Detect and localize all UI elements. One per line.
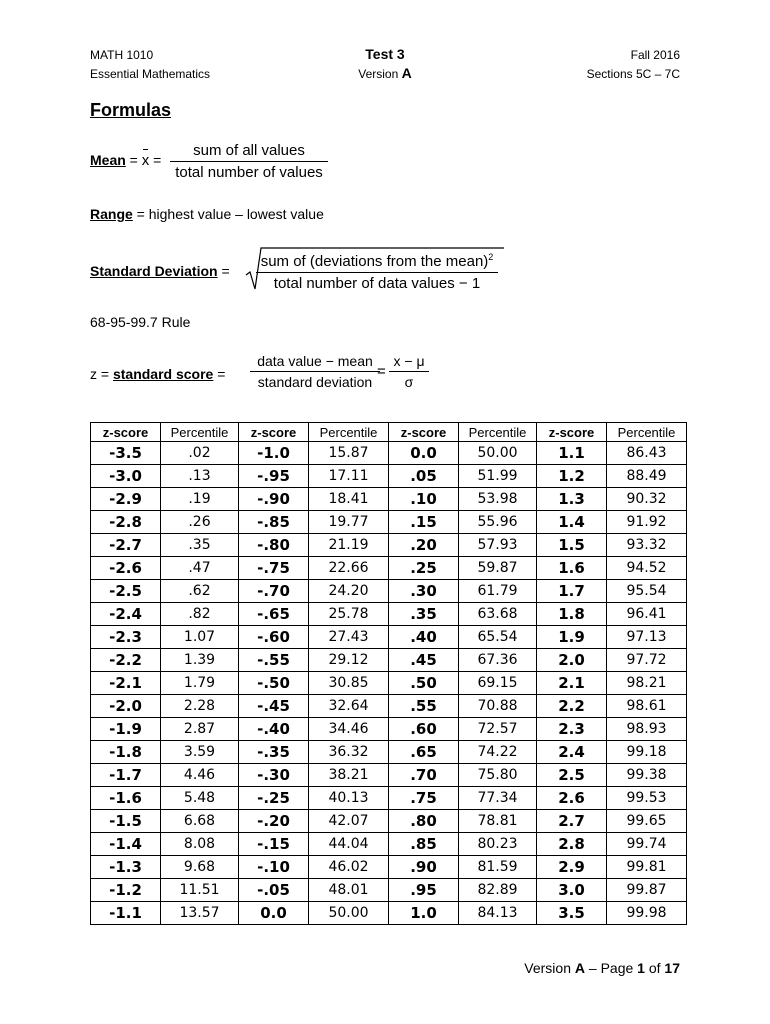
percentile-cell: 98.93 (607, 718, 687, 741)
formulas-title: Formulas (90, 100, 172, 120)
z-score-cell: -.60 (239, 626, 309, 649)
table-row (91, 764, 687, 787)
z-score-cell: 2.3 (537, 718, 607, 741)
header-left (90, 46, 210, 84)
column-header: Percentile (459, 423, 537, 442)
z-score-cell: 3.5 (537, 902, 607, 925)
z-score-cell: 1.3 (537, 488, 607, 511)
mean-formula (90, 152, 161, 169)
percentile-cell: 67.36 (459, 649, 537, 672)
percentile-cell: 19.77 (309, 511, 389, 534)
z-score-cell: -2.6 (91, 557, 161, 580)
percentile-cell: 99.18 (607, 741, 687, 764)
z-score-cell: .05 (389, 465, 459, 488)
zscore-numerator-symbols: x − μ (389, 353, 429, 372)
z-score-cell: .55 (389, 695, 459, 718)
z-score-cell: .50 (389, 672, 459, 695)
percentile-cell: 36.32 (309, 741, 389, 764)
z-score-cell: -.05 (239, 879, 309, 902)
z-score-cell: .25 (389, 557, 459, 580)
table-header-row (91, 423, 687, 442)
zscore-denominator-words: standard deviation (257, 374, 373, 390)
z-score-cell: 1.7 (537, 580, 607, 603)
z-score-cell: .45 (389, 649, 459, 672)
z-score-cell: .60 (389, 718, 459, 741)
z-score-cell: 2.2 (537, 695, 607, 718)
percentile-cell: 99.81 (607, 856, 687, 879)
z-score-table (90, 422, 687, 925)
percentile-cell: 5.48 (161, 787, 239, 810)
z-score-cell: -.40 (239, 718, 309, 741)
table-row (91, 833, 687, 856)
z-score-cell: -1.9 (91, 718, 161, 741)
z-score-cell: .70 (389, 764, 459, 787)
table-row (91, 465, 687, 488)
range-formula (90, 206, 324, 222)
z-score-cell: 1.2 (537, 465, 607, 488)
page-footer (524, 960, 680, 976)
column-header: z-score (91, 423, 161, 442)
table-row (91, 534, 687, 557)
z-score-cell: 2.8 (537, 833, 607, 856)
z-score-cell: 2.0 (537, 649, 607, 672)
header-right (587, 46, 680, 84)
percentile-cell: 48.01 (309, 879, 389, 902)
percentile-cell: 91.92 (607, 511, 687, 534)
z-score-cell: .80 (389, 810, 459, 833)
course-name: Essential Mathematics (90, 67, 211, 81)
percentile-cell: .19 (161, 488, 239, 511)
mean-numerator: sum of all values (170, 142, 328, 162)
percentile-cell: 50.00 (459, 442, 537, 465)
z-score-cell: -.55 (239, 649, 309, 672)
percentile-cell: 3.59 (161, 741, 239, 764)
z-score-cell: -2.8 (91, 511, 161, 534)
percentile-cell: 13.57 (161, 902, 239, 925)
z-score-cell: -.45 (239, 695, 309, 718)
column-header: z-score (389, 423, 459, 442)
percentile-cell: 99.98 (607, 902, 687, 925)
percentile-cell: 63.68 (459, 603, 537, 626)
percentile-cell: 99.38 (607, 764, 687, 787)
percentile-cell: 1.79 (161, 672, 239, 695)
z-score-cell: -.95 (239, 465, 309, 488)
z-score-cell: 1.5 (537, 534, 607, 557)
zscore-denominator-symbols: σ (404, 374, 414, 390)
empirical-rule: 68-95-99.7 Rule (90, 314, 191, 330)
mean-label: Mean (90, 152, 126, 168)
percentile-cell: 69.15 (459, 672, 537, 695)
range-text: = highest value – lowest value (132, 206, 324, 222)
zscore-equals: = (213, 366, 226, 382)
z-score-cell: 3.0 (537, 879, 607, 902)
column-header: z-score (239, 423, 309, 442)
z-score-cell: -.25 (239, 787, 309, 810)
percentile-cell: 96.41 (607, 603, 687, 626)
stddev-numerator (256, 252, 498, 273)
percentile-cell: 15.87 (309, 442, 389, 465)
percentile-cell: 22.66 (309, 557, 389, 580)
percentile-cell: 27.43 (309, 626, 389, 649)
z-score-cell: .85 (389, 833, 459, 856)
z-score-cell: -3.0 (91, 465, 161, 488)
z-score-cell: 1.1 (537, 442, 607, 465)
mean-fraction (170, 142, 328, 181)
percentile-cell: 78.81 (459, 810, 537, 833)
z-score-cell: -2.7 (91, 534, 161, 557)
table-row (91, 741, 687, 764)
z-score-cell: 1.4 (537, 511, 607, 534)
percentile-cell: .47 (161, 557, 239, 580)
zscore-fraction-words (250, 353, 380, 390)
percentile-cell: .62 (161, 580, 239, 603)
z-score-cell: -2.3 (91, 626, 161, 649)
percentile-cell: 42.07 (309, 810, 389, 833)
z-score-cell: 0.0 (239, 902, 309, 925)
zscore-equals-2: = (377, 363, 386, 380)
z-score-cell: -.90 (239, 488, 309, 511)
z-score-cell: -1.5 (91, 810, 161, 833)
z-score-cell: -1.7 (91, 764, 161, 787)
percentile-cell: 57.93 (459, 534, 537, 557)
percentile-cell: 86.43 (607, 442, 687, 465)
column-header: Percentile (161, 423, 239, 442)
mean-denominator: total number of values (175, 164, 323, 181)
percentile-cell: 88.49 (607, 465, 687, 488)
z-score-cell: 1.9 (537, 626, 607, 649)
z-score-cell: .30 (389, 580, 459, 603)
percentile-cell: .82 (161, 603, 239, 626)
z-score-cell: .20 (389, 534, 459, 557)
z-score-cell: 2.5 (537, 764, 607, 787)
table-row (91, 879, 687, 902)
table-row (91, 856, 687, 879)
z-score-cell: -.80 (239, 534, 309, 557)
z-score-cell: -.70 (239, 580, 309, 603)
z-score-cell: -.35 (239, 741, 309, 764)
table-row (91, 787, 687, 810)
z-score-cell: .35 (389, 603, 459, 626)
table-row (91, 442, 687, 465)
stddev-formula (90, 263, 230, 279)
footer-version-letter: A (574, 960, 585, 976)
percentile-cell: 94.52 (607, 557, 687, 580)
z-score-cell: .40 (389, 626, 459, 649)
x-bar-symbol: x (141, 152, 150, 169)
z-score-cell: -2.4 (91, 603, 161, 626)
percentile-cell: 51.99 (459, 465, 537, 488)
z-score-cell: 2.6 (537, 787, 607, 810)
z-score-cell: -.30 (239, 764, 309, 787)
percentile-cell: 1.39 (161, 649, 239, 672)
percentile-cell: 29.12 (309, 649, 389, 672)
stddev-denominator: total number of data values − 1 (273, 275, 481, 292)
percentile-cell: 70.88 (459, 695, 537, 718)
z-score-cell: 1.8 (537, 603, 607, 626)
percentile-cell: 53.98 (459, 488, 537, 511)
z-score-cell: .75 (389, 787, 459, 810)
table-row (91, 580, 687, 603)
percentile-cell: 25.78 (309, 603, 389, 626)
percentile-cell: 46.02 (309, 856, 389, 879)
percentile-cell: 82.89 (459, 879, 537, 902)
zscore-fraction-symbols (389, 353, 429, 390)
percentile-cell: 75.80 (459, 764, 537, 787)
z-score-cell: 2.7 (537, 810, 607, 833)
z-score-cell: -.65 (239, 603, 309, 626)
percentile-cell: 99.65 (607, 810, 687, 833)
z-score-cell: -1.1 (91, 902, 161, 925)
stddev-exponent: 2 (488, 252, 494, 262)
z-score-cell: -.50 (239, 672, 309, 695)
term: Fall 2016 (630, 48, 680, 62)
column-header: z-score (537, 423, 607, 442)
percentile-cell: 74.22 (459, 741, 537, 764)
footer-page-label: – Page (585, 960, 638, 976)
z-score-cell: -.15 (239, 833, 309, 856)
z-score-cell: 1.0 (389, 902, 459, 925)
sections: Sections 5C – 7C (586, 67, 680, 81)
table-row (91, 695, 687, 718)
percentile-cell: .13 (161, 465, 239, 488)
z-score-cell: -2.9 (91, 488, 161, 511)
percentile-cell: 72.57 (459, 718, 537, 741)
mean-eq-prefix: = (125, 152, 142, 168)
z-score-cell: -1.3 (91, 856, 161, 879)
z-score-cell: .65 (389, 741, 459, 764)
table-row (91, 626, 687, 649)
percentile-cell: 95.54 (607, 580, 687, 603)
percentile-cell: 38.21 (309, 764, 389, 787)
percentile-cell: 2.87 (161, 718, 239, 741)
percentile-cell: 50.00 (309, 902, 389, 925)
percentile-cell: 4.46 (161, 764, 239, 787)
percentile-cell: 90.32 (607, 488, 687, 511)
z-score-cell: -.75 (239, 557, 309, 580)
z-score-cell: -1.2 (91, 879, 161, 902)
percentile-cell: 8.08 (161, 833, 239, 856)
percentile-cell: 98.61 (607, 695, 687, 718)
column-header: Percentile (309, 423, 389, 442)
table-row (91, 557, 687, 580)
z-score-cell: -2.1 (91, 672, 161, 695)
zscore-formula (90, 366, 225, 382)
z-score-cell: 1.6 (537, 557, 607, 580)
z-score-cell: 2.4 (537, 741, 607, 764)
percentile-cell: 93.32 (607, 534, 687, 557)
z-score-cell: -1.8 (91, 741, 161, 764)
table-row (91, 603, 687, 626)
test-title: Test 3 (365, 46, 405, 62)
percentile-cell: 17.11 (309, 465, 389, 488)
z-score-cell: .15 (389, 511, 459, 534)
percentile-cell: 81.59 (459, 856, 537, 879)
percentile-cell: 99.53 (607, 787, 687, 810)
percentile-cell: 99.74 (607, 833, 687, 856)
percentile-cell: 32.64 (309, 695, 389, 718)
z-score-cell: -1.6 (91, 787, 161, 810)
stddev-numerator-text: sum of (deviations from the mean) (260, 253, 489, 270)
percentile-cell: 80.23 (459, 833, 537, 856)
version-line (358, 67, 412, 81)
header-center (330, 44, 440, 84)
percentile-cell: .02 (161, 442, 239, 465)
z-score-cell: -2.5 (91, 580, 161, 603)
z-score-cell: -2.0 (91, 695, 161, 718)
z-score-cell: .90 (389, 856, 459, 879)
stddev-equals: = (217, 263, 230, 279)
percentile-cell: 84.13 (459, 902, 537, 925)
percentile-cell: 24.20 (309, 580, 389, 603)
table-row (91, 718, 687, 741)
table-row (91, 902, 687, 925)
footer-page-number: 1 (637, 960, 645, 976)
z-score-cell: -.20 (239, 810, 309, 833)
z-score-cell: 2.9 (537, 856, 607, 879)
footer-of: of (644, 960, 665, 976)
footer-page-total: 17 (664, 960, 680, 976)
table-row (91, 511, 687, 534)
zscore-numerator-words: data value − mean (250, 353, 380, 372)
percentile-cell: .35 (161, 534, 239, 557)
z-score-cell: .10 (389, 488, 459, 511)
zscore-label: standard score (112, 366, 214, 382)
percentile-cell: 1.07 (161, 626, 239, 649)
table-row (91, 672, 687, 695)
percentile-cell: 18.41 (309, 488, 389, 511)
percentile-cell: 11.51 (161, 879, 239, 902)
z-score-cell: -1.0 (239, 442, 309, 465)
percentile-cell: 30.85 (309, 672, 389, 695)
z-score-cell: -2.2 (91, 649, 161, 672)
z-score-cell: 2.1 (537, 672, 607, 695)
z-score-cell: -.85 (239, 511, 309, 534)
zscore-prefix: z = (90, 366, 113, 382)
table-row (91, 649, 687, 672)
percentile-cell: 9.68 (161, 856, 239, 879)
percentile-cell: 55.96 (459, 511, 537, 534)
percentile-cell: 99.87 (607, 879, 687, 902)
percentile-cell: 61.79 (459, 580, 537, 603)
stddev-fraction (256, 252, 498, 292)
z-score-cell: -.10 (239, 856, 309, 879)
range-label: Range (90, 206, 133, 222)
percentile-cell: 98.21 (607, 672, 687, 695)
percentile-cell: 6.68 (161, 810, 239, 833)
percentile-cell: 2.28 (161, 695, 239, 718)
version-label: Version (358, 67, 399, 81)
percentile-cell: 44.04 (309, 833, 389, 856)
table-row (91, 810, 687, 833)
percentile-cell: 97.13 (607, 626, 687, 649)
footer-version-label: Version (524, 960, 571, 976)
stddev-label: Standard Deviation (90, 263, 218, 279)
mean-equals: = (149, 152, 162, 168)
z-score-cell: -3.5 (91, 442, 161, 465)
percentile-cell: .26 (161, 511, 239, 534)
percentile-cell: 77.34 (459, 787, 537, 810)
percentile-cell: 59.87 (459, 557, 537, 580)
z-score-cell: 0.0 (389, 442, 459, 465)
table-row (91, 488, 687, 511)
percentile-cell: 65.54 (459, 626, 537, 649)
z-score-cell: .95 (389, 879, 459, 902)
percentile-cell: 40.13 (309, 787, 389, 810)
percentile-cell: 21.19 (309, 534, 389, 557)
percentile-cell: 34.46 (309, 718, 389, 741)
course-code: MATH 1010 (90, 48, 154, 62)
z-score-cell: -1.4 (91, 833, 161, 856)
percentile-cell: 97.72 (607, 649, 687, 672)
version-letter: A (401, 65, 412, 81)
column-header: Percentile (607, 423, 687, 442)
